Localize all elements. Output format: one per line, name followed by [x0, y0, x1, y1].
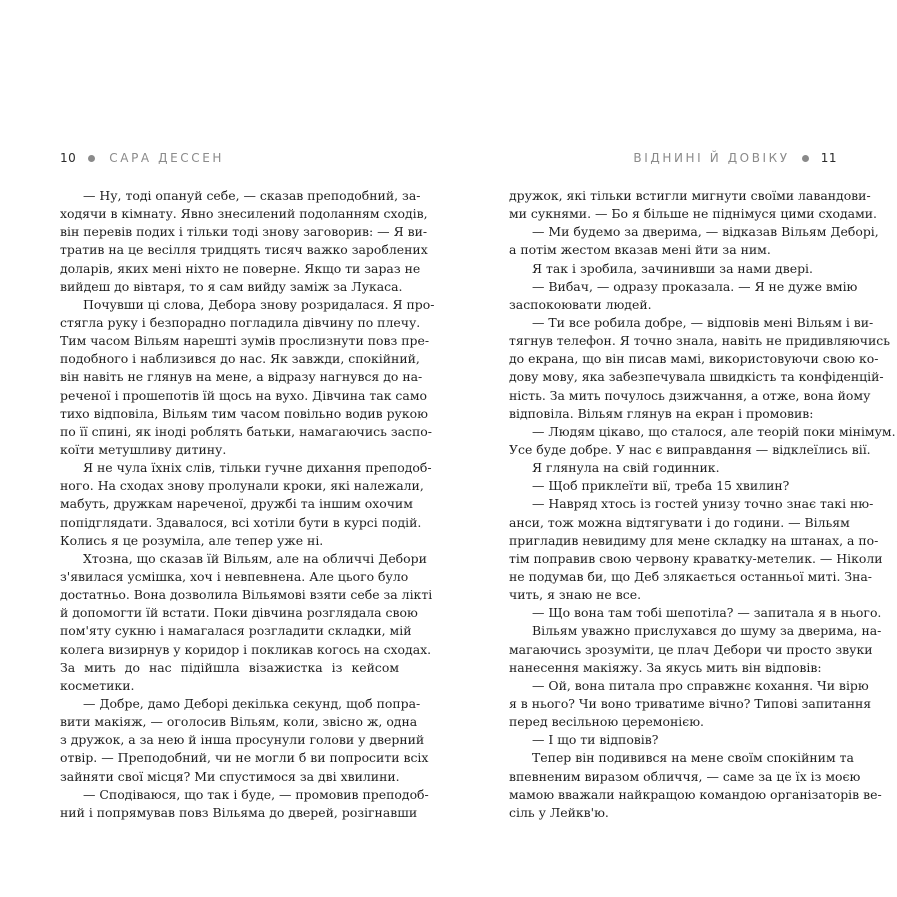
text-line: тім поправив свою червону краватку-метелик. — Ніколи — [509, 550, 883, 566]
text-line: анси, тож можна відтягувати і до години. — Вільям — [509, 514, 850, 530]
text-line: Тим часом Вільям нарешті зумів прослизнути повз пре- — [60, 333, 430, 349]
text-line: попідглядати. Здавалося, всі хотіли бути в курсі подій. — [60, 514, 422, 530]
text-line: — Що вона там тобі шепотіла? — запитала я в нього. — [532, 605, 882, 621]
text-line: він перевів подих і тільки тоді знову заговорив: — Я ви- — [60, 224, 428, 240]
text-line: ний і попрямував повз Вільяма до дверей, розігнавши — [60, 804, 418, 820]
text-line: ми сукнями. — Бо я більше не піднімуся цими сходами. — [509, 206, 877, 222]
text-line: Я так і зробила, зачинивши за нами двері. — [532, 260, 813, 276]
text-line: — І що ти відповів? — [532, 732, 659, 748]
book-title: ВІДНИНІ Й ДОВІКУ — [633, 151, 790, 165]
text-line: дружок, які тільки встигли мигнути своїми лавандови- — [509, 188, 871, 203]
text-line: тихо відповіла, Вільям тим часом повільно водив рукою — [60, 405, 428, 421]
text-line: колега визирнув у коридор і покликав когось на сходах. — [60, 641, 432, 657]
text-line: пом'яту сукню і намагалася розгладити складки, мій — [60, 623, 412, 639]
text-line: не подумав би, що Деб злякається останньої миті. Зна- — [509, 568, 873, 584]
text-line: вити макіяж, — оголосив Вільям, коли, звісно ж, одна — [60, 714, 418, 730]
text-line: Я глянула на свій годинник. — [532, 460, 720, 476]
text-line: Хтозна, що сказав їй Вільям, але на обличчі Дебори — [83, 550, 427, 566]
text-line: вийдеш до вівтаря, то я сам вийду заміж за Лукаса. — [60, 278, 403, 294]
text-line: заспокоювати людей. — [509, 296, 652, 312]
text-line: мамою вважали найкращою командою організаторів ве- — [509, 786, 882, 802]
right-page — [448, 0, 897, 897]
text-line: впевненим виразом обличчя, — саме за це їх із моєю — [509, 768, 861, 784]
right-body-text — [509, 187, 896, 822]
text-line: За мить до нас підійшла візажистка із кейсом — [60, 659, 399, 675]
text-line: нанесення макіяжу. За якусь мить він відповів: — [509, 659, 822, 675]
text-line: отвір. — Преподобний, чи не могли б ви попросити всіх — [60, 750, 429, 766]
left-running-head — [60, 151, 224, 165]
text-line: Я не чула їхніх слів, тільки гучне дихання преподоб- — [83, 460, 432, 476]
text-line: — Ми будемо за дверима, — відказав Вільям Деборі, — [532, 224, 879, 240]
text-line: доларів, яких мені ніхто не поверне. Якщо ти зараз не — [60, 260, 421, 276]
left-body-text — [60, 187, 435, 822]
text-line: коїти метушливу дитину. — [60, 441, 227, 457]
text-line: Тепер він подивився на мене своїм спокійним та — [532, 750, 854, 766]
text-line: я в нього? Чи воно триватиме вічно? Типові запитання — [509, 695, 872, 711]
text-line: — Сподіваюся, що так і буде, — промовив преподоб- — [83, 786, 429, 802]
left-page — [0, 0, 448, 897]
text-line: з дружок, а за нею й інша просунули голови у дверний — [60, 732, 425, 748]
text-line: тягнув телефон. Я точно знала, навіть не придивляючись — [509, 333, 890, 349]
text-line: пригладив невидиму для мене складку на штанах, а по- — [509, 532, 879, 548]
text-line: стягла руку і безпорадно погладила дівчину по плечу. — [60, 314, 421, 330]
text-line: тратив на це весілля тридцять тисяч важко зароблених — [60, 242, 428, 258]
text-line: магаючись зрозуміти, це плач Дебори чи просто звуки — [509, 641, 873, 657]
text-line: він навіть не глянув на мене, а відразу нагнувся до на- — [60, 369, 423, 385]
text-line: а потім жестом вказав мені йти за ним. — [509, 242, 771, 258]
text-line: подобного і наблизився до нас. Як завжди, спокійний, — [60, 351, 420, 367]
author-name: САРА ДЕССЕН — [109, 151, 225, 165]
bullet-dot-icon — [88, 155, 95, 162]
text-line: перед весільною церемонією. — [509, 714, 704, 730]
text-line: дову мову, яка забезпечувала швидкість та конфіденцій- — [509, 369, 884, 385]
text-line: сіль у Лейкв'ю. — [509, 804, 609, 820]
text-line: косметики. — [60, 677, 135, 693]
text-line: реченої і прошепотів їй щось на вухо. Дівчина так само — [60, 387, 427, 403]
text-line: — Ти все робила добре, — відповів мені Вільям і ви- — [532, 314, 874, 330]
text-line: достатньо. Вона дозволила Вільямові взяти себе за лікті — [60, 587, 433, 603]
text-line: мабуть, дружкам нареченої, дружбі та іншим охочим — [60, 496, 413, 512]
right-running-head — [633, 151, 837, 165]
text-line: — Навряд хтось із гостей унизу точно знає такі ню- — [532, 496, 874, 512]
text-line: — Людям цікаво, що сталося, але теорій поки мінімум. — [532, 423, 896, 439]
text-line: — Вибач, — одразу проказала. — Я не дуже вмію — [532, 278, 858, 294]
text-line: чить, я знаю не все. — [509, 587, 642, 603]
text-line: — Добре, дамо Деборі декілька секунд, щоб попра- — [83, 695, 421, 711]
text-line: — Щоб приклеїти вії, треба 15 хвилин? — [532, 478, 790, 494]
text-line: й допомогти їй встати. Поки дівчина розглядала свою — [60, 605, 418, 621]
text-line: ного. На сходах знову пролунали кроки, які належали, — [60, 478, 424, 494]
text-line: Усе буде добре. У нас є виправдання — відклеїлись вії. — [509, 441, 871, 457]
text-line: ходячи в кімнату. Явно знесилений подоланням сходів, — [60, 206, 428, 222]
text-line: по її спині, як іноді роблять батьки, намагаючись заспо- — [60, 423, 432, 439]
text-line: до екрана, що він писав мамі, використовуючи свою ко- — [509, 351, 879, 367]
text-line: Колись я це розуміла, але тепер уже ні. — [60, 532, 324, 548]
text-line: — Ой, вона питала про справжнє кохання. Чи вірю — [532, 677, 869, 693]
bullet-dot-icon — [802, 155, 809, 162]
text-line: ність. За мить почулось дзижчання, а отже, вона йому — [509, 387, 871, 403]
left-page-number: 10 — [60, 151, 77, 165]
text-line: — Ну, тоді опануй себе, — сказав преподобний, за- — [83, 188, 421, 203]
text-line: зайняти свої місця? Ми спустимося за дві хвилини. — [60, 768, 400, 784]
text-line: відповіла. Вільям глянув на екран і промовив: — [509, 405, 814, 421]
text-line: з'явилася усмішка, хоч і невпевнена. Але цього було — [60, 568, 409, 584]
text-line: Вільям уважно прислухався до шуму за дверима, на- — [532, 623, 882, 639]
text-line: Почувши ці слова, Дебора знову розридалася. Я про- — [83, 296, 435, 312]
right-page-number: 11 — [820, 151, 837, 165]
